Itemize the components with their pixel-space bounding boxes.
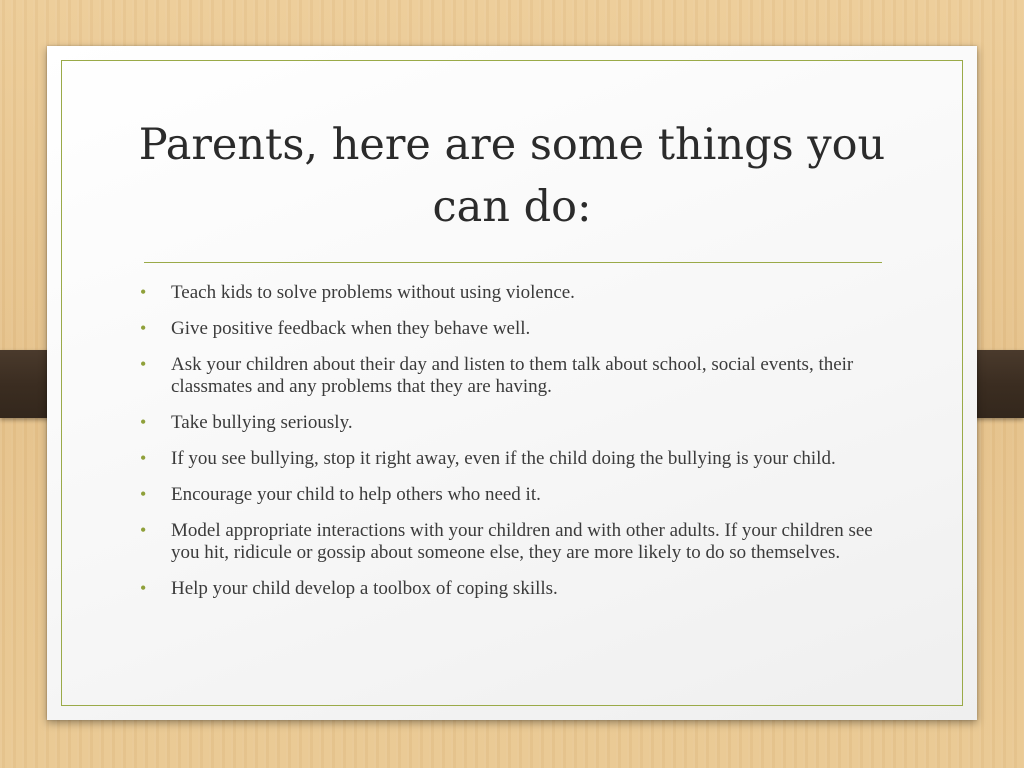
bullet-text: Teach kids to solve problems without using violence. [171,282,575,303]
title-divider [144,262,882,263]
bullet-text: Give positive feedback when they behave well. [171,318,531,339]
bullet-item [140,412,891,434]
bullet-icon: • [140,354,147,374]
bullet-item [140,448,891,470]
bullet-icon: • [140,484,147,504]
bullet-text: Take bullying seriously. [171,412,353,433]
bullet-text: Ask your children about their day and listen to them talk about school, social events, their classmates and any problems that they are having. [171,354,854,397]
bullet-item [140,520,891,564]
bullet-item [140,354,891,398]
bullet-icon: • [140,448,147,468]
bullet-item [140,318,891,340]
slide-title: Parents, here are some things you can do: [138,120,886,232]
bullet-icon: • [140,412,147,432]
bullet-icon: • [140,578,147,598]
bullet-item [140,578,891,600]
bullet-text: If you see bullying, stop it right away, even if the child doing the bullying is your child. [171,448,836,469]
slide-card [47,46,977,720]
bullet-item [140,282,891,304]
bullet-icon: • [140,318,147,338]
bullet-list [140,282,891,614]
bullet-text: Help your child develop a toolbox of coping skills. [171,578,558,599]
bullet-icon: • [140,520,147,540]
bullet-icon: • [140,282,147,302]
bullet-text: Model appropriate interactions with your children and with other adults. If your children see you hit, ridicule or gossip about someone else, they are more likely to do so themselves. [171,520,873,563]
bullet-item [140,484,891,506]
bullet-text: Encourage your child to help others who need it. [171,484,541,505]
